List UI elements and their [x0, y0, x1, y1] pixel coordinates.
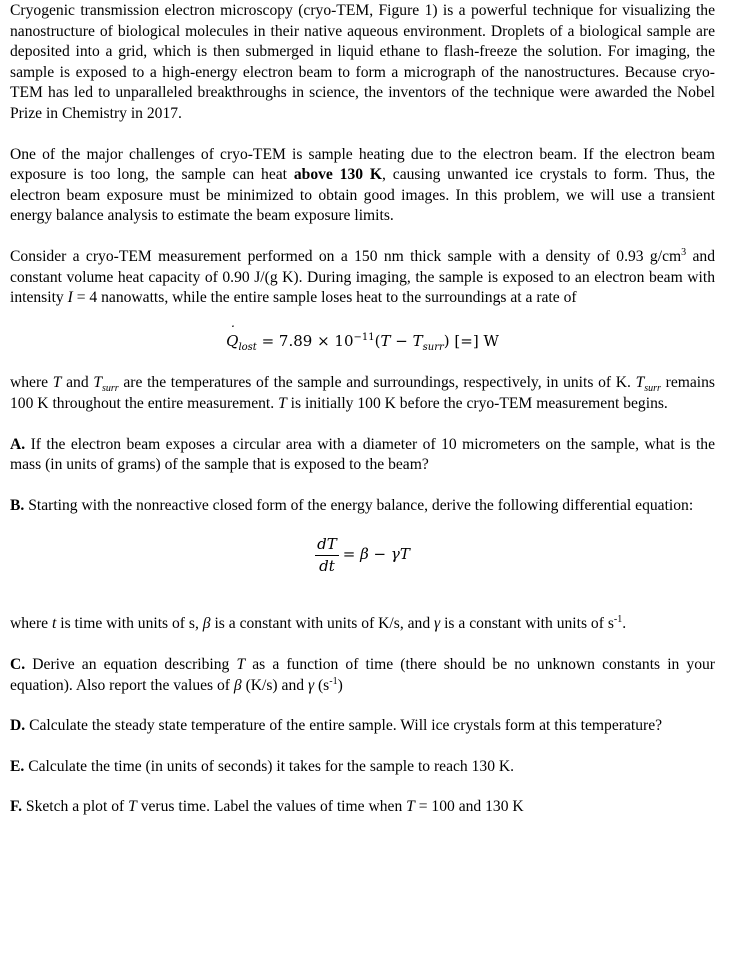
where-Tsurr2-symbol: T [635, 374, 645, 392]
eq1-T: T [380, 331, 391, 350]
pf-T2-symbol: T [406, 798, 415, 816]
where-paragraph [10, 373, 715, 414]
part-d-question [10, 716, 715, 737]
part-c-question [10, 655, 715, 696]
fraction-numerator: dT [315, 534, 339, 556]
part-d-text: Calculate the steady state temperature of the entire sample. Will ice crystals form at this temperature? [25, 717, 663, 735]
part-f-label: F. [10, 798, 22, 816]
where-text-pre: where [10, 374, 53, 392]
where-T-symbol: T [52, 374, 62, 392]
pc-T-symbol: T [236, 656, 246, 674]
q-lost-symbol: ˙ Q [226, 331, 238, 352]
part-a-label: A. [10, 435, 26, 453]
heat-loss-equation [10, 331, 715, 352]
part-b-text: Starting with the nonreactive closed form of the energy balance, derive the following differential equation: [24, 496, 694, 514]
part-a-text: If the electron beam exposes a circular area with a diameter of 10 micrometers on the sample, what is the mass (in units of grams) of the sample that is exposed to the beam? [10, 435, 715, 474]
pc-text-5: ) [337, 676, 343, 694]
intro-paragraph: Cryogenic transmission electron microscopy (cryo-TEM, Figure 1) is a powerful technique for visualizing the nanostructure of biological molecules in their native aqueous environment. Droplets of a biological sample are deposited into a grid, which is then submerged in liquid ethane to flash-freeze the solution. For imaging, the sample is exposed to a high-energy electron beam to form a micrograph of the nanostructures. Because cryo-TEM has led to unparalleled breakthroughs in science, the inventors of the technique were awarded the Nobel Prize in Chemistry in 2017. [10, 2, 715, 122]
pbw-mid2: is a constant with units of K/s, and [210, 615, 435, 633]
pc-text-3: (K/s) and [241, 676, 308, 694]
part-f-question [10, 797, 715, 818]
challenge-text-pre: One of the major challenges of cryo-TEM is sample heating due to the electron beam. If the electron beam exposure is too long, the sample can heat [10, 145, 715, 184]
part-c-label: C. [10, 656, 26, 674]
eq1-rhs-post: ) [=] W [443, 331, 499, 350]
where-Tsurr-symbol: T [93, 374, 102, 392]
pf-text-2: verus time. Label the values of time when [136, 798, 407, 816]
part-e-label: E. [10, 757, 25, 775]
where-T2-symbol: T [278, 394, 287, 412]
consider-text-3: = 4 nanowatts, while the entire sample loses heat to the surroundings at a rate of [72, 289, 577, 307]
eq1-minus: − [390, 331, 413, 350]
pbw-beta-symbol: β [202, 615, 211, 633]
consider-text-1: Consider a cryo-TEM measurement performed on a 150 nm thick sample with a density of 0.93 g/cm [10, 247, 682, 265]
pbw-post: . [622, 615, 627, 633]
eq1-exponent: −11 [353, 331, 375, 343]
where-text-3: is initially 100 K before the cryo-TEM measurement begins. [286, 394, 668, 412]
challenge-text-post: , causing unwanted ice crystals to form. Thus, the electron beam exposure must be minimized to obtain good images. In this problem, we will use a transient energy balance analysis to estimate the beam exposure limits. [10, 166, 715, 225]
where-Tsurr-subscript: surr [102, 383, 119, 395]
pbw-mid3: is a constant with units of s [440, 615, 614, 633]
differential-equation [10, 534, 715, 576]
eq1-Tsurr-subscript: surr [422, 341, 444, 353]
challenge-paragraph [10, 145, 715, 227]
pf-text-3: = 100 and 130 K [414, 798, 524, 816]
where-Tsurr2-subscript: surr [644, 383, 661, 395]
part-a-question [10, 435, 715, 476]
pf-T-symbol: T [128, 798, 137, 816]
intensity-symbol: I [67, 289, 73, 307]
where-and: and [61, 374, 94, 392]
pbw-superscript: -1 [613, 614, 623, 626]
where-text-post: are the temperatures of the sample and surroundings, respectively, in units of K. [118, 374, 636, 392]
pbw-t-symbol: t [52, 615, 57, 633]
pc-text-1: Derive an equation describing [25, 656, 237, 674]
part-b-where [10, 614, 715, 635]
pbw-mid1: is time with units of s, [56, 615, 203, 633]
pf-text-1: Sketch a plot of [22, 798, 129, 816]
consider-text-2: and constant volume heat capacity of 0.90 J/(g K). During imaging, the sample is exposed to an electron beam with intensity [10, 247, 715, 307]
eq1-Tsurr: T [412, 331, 423, 350]
pbw-pre: where [10, 615, 52, 633]
consider-paragraph [10, 247, 715, 309]
challenge-emphasis: above 130 K [293, 166, 383, 184]
pc-beta-symbol: β [233, 676, 242, 694]
eq1-open-paren: ( [374, 331, 381, 350]
consider-superscript: 3 [681, 246, 687, 258]
eq2-rhs: = β − γT [342, 545, 410, 564]
q-lost-subscript: lost [238, 341, 257, 353]
dT-dt-fraction [315, 534, 339, 576]
part-b-question [10, 496, 715, 517]
eq1-rhs-pre: = 7.89 × 10 [256, 331, 354, 350]
part-b-label: B. [10, 496, 25, 514]
part-e-question [10, 757, 715, 778]
pc-text-2: as a function of time (there should be no unknown constants in your equation). Also report the values of [10, 656, 716, 694]
pc-text-4: (s [314, 676, 330, 694]
part-e-text: Calculate the time (in units of seconds) it takes for the sample to reach 130 K. [24, 757, 515, 775]
pc-gamma-symbol: γ [307, 676, 315, 694]
where-text-2: remains 100 K throughout the entire measurement. [10, 374, 715, 412]
pc-superscript: -1 [329, 675, 338, 687]
pbw-gamma-symbol: γ [434, 615, 441, 633]
part-d-label: D. [10, 717, 26, 735]
fraction-denominator: dt [319, 556, 335, 575]
